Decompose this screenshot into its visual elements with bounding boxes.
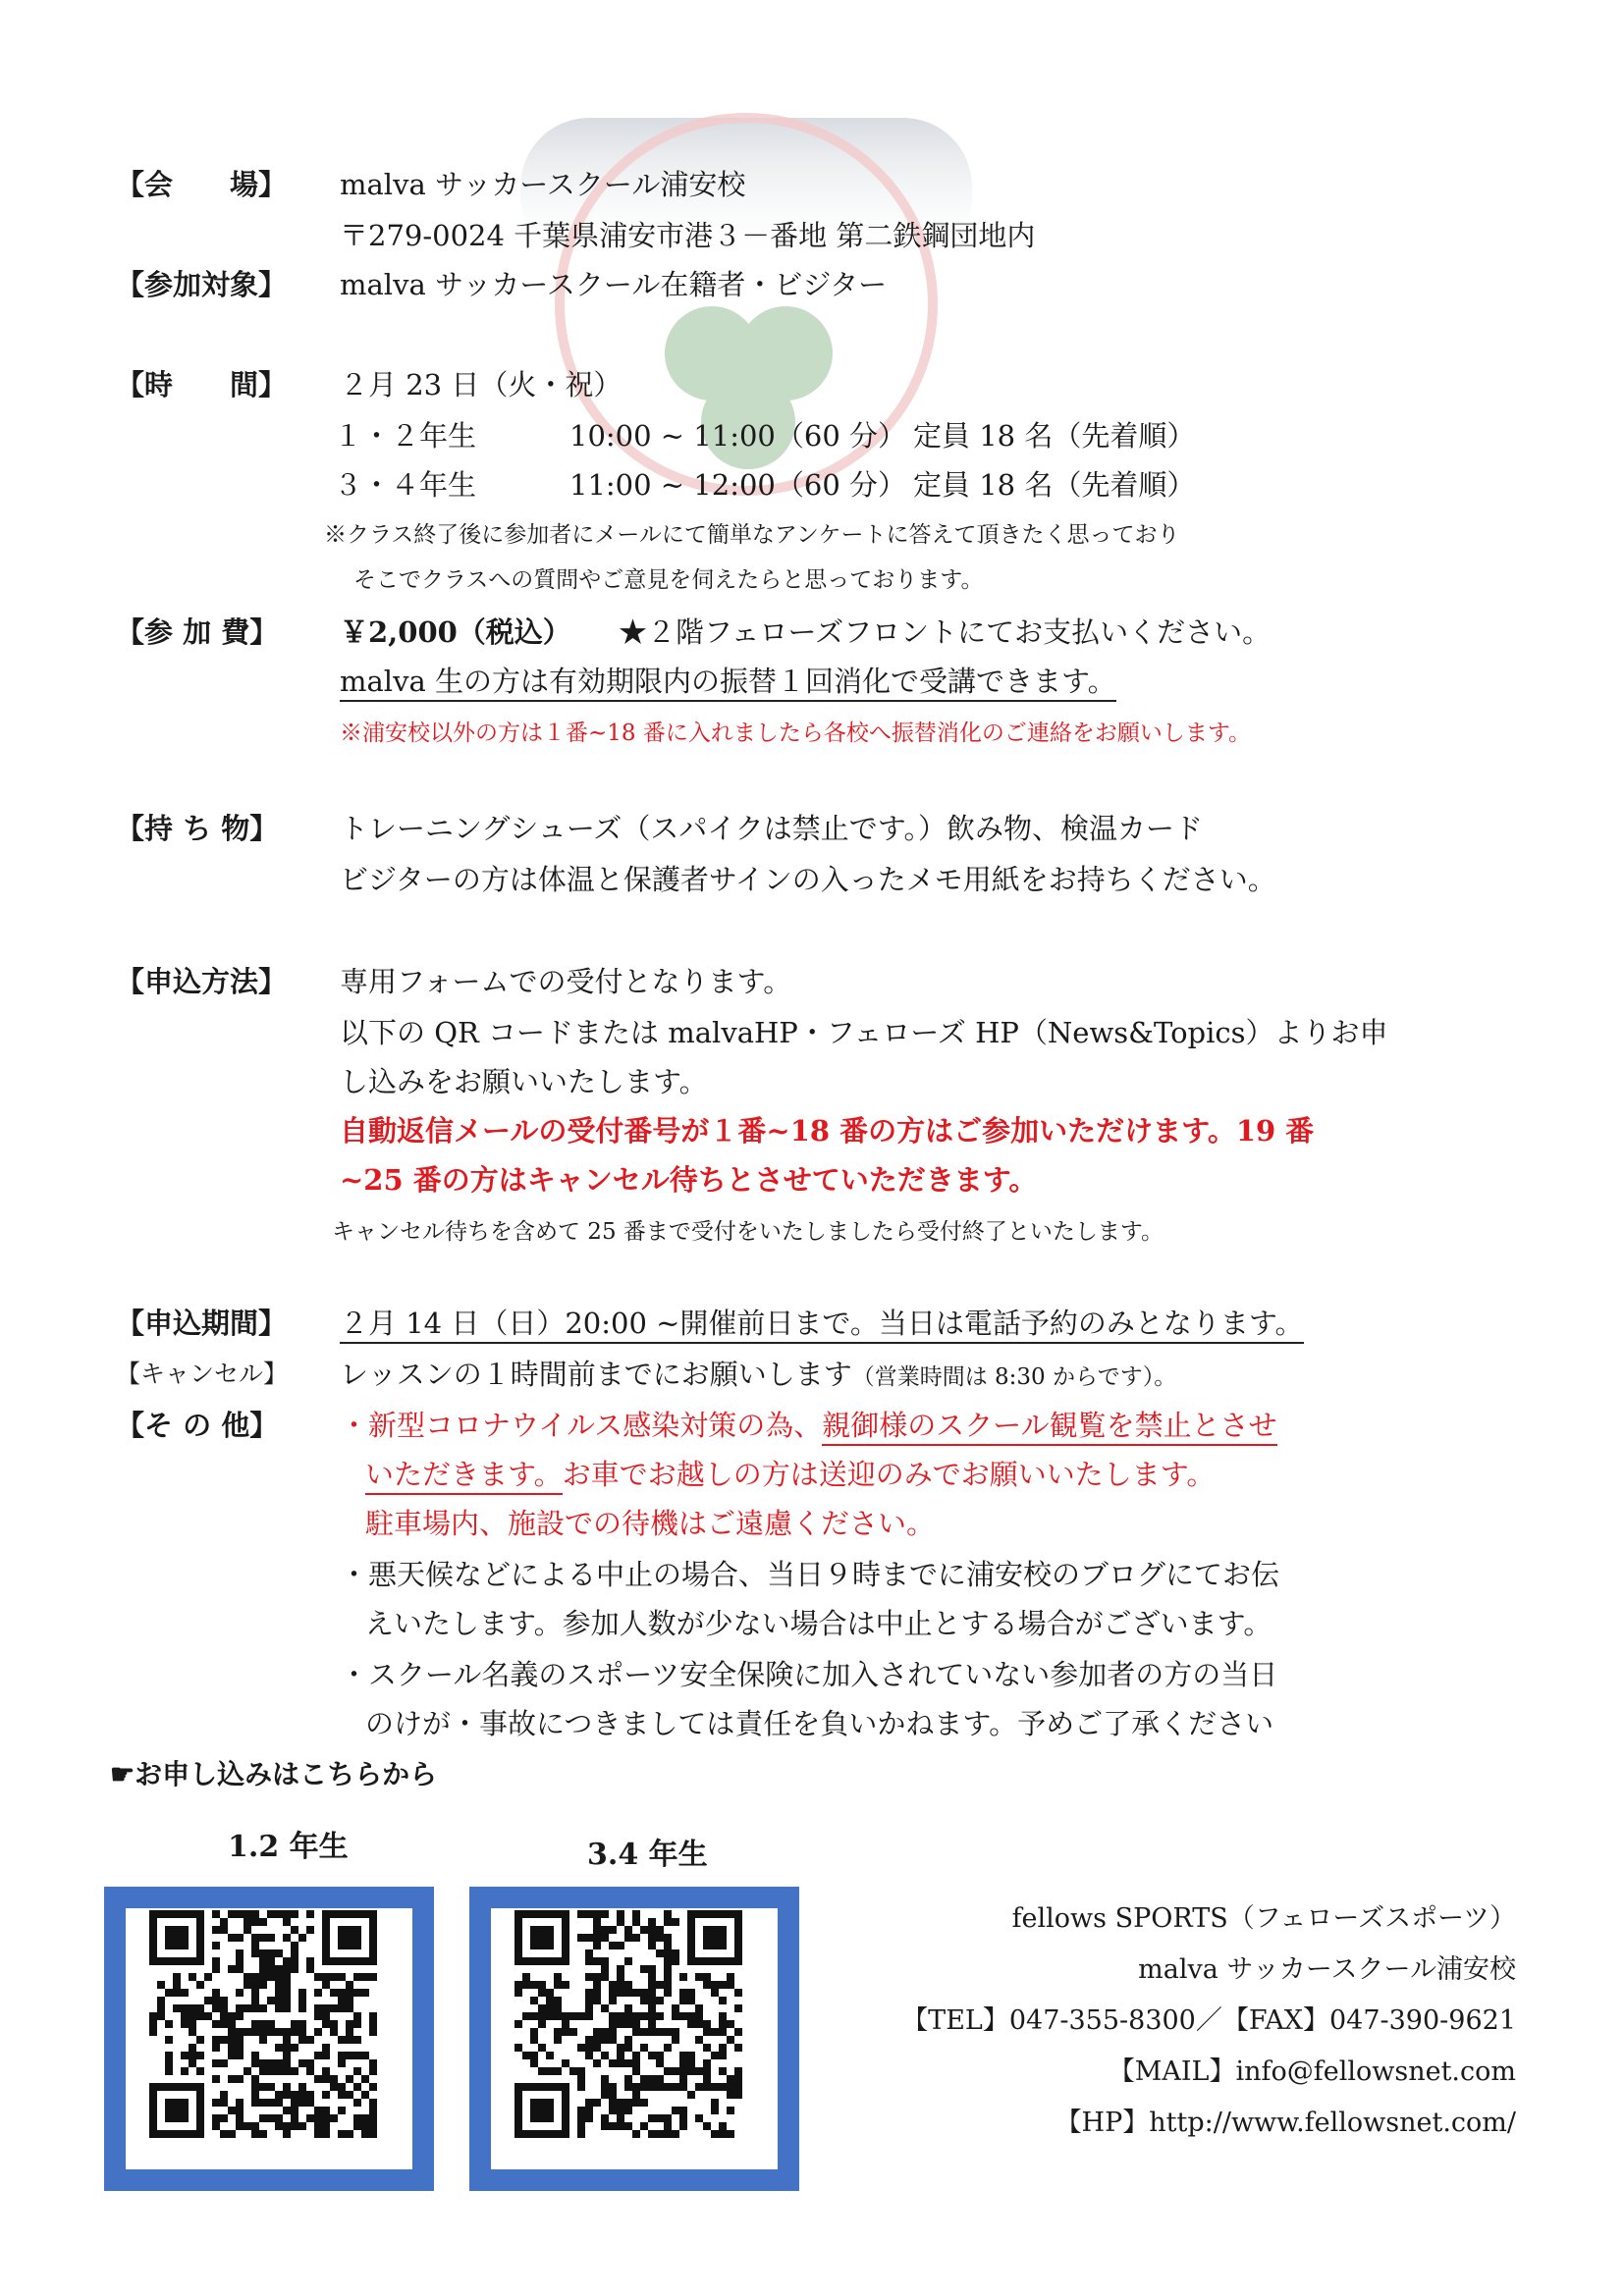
other-insurance-text-2: のけが・事故につきましては責任を負いかねます。予めご了承ください [365,1707,1274,1740]
contact-org: fellows SPORTS（フェローズスポーツ） [1011,1903,1516,1934]
time-label: 【時 間】 [116,368,288,401]
contact-homepage[interactable]: 【HP】http://www.fellowsnet.com/ [1055,2108,1516,2138]
apply-waitlist-note: キャンセル待ちを含めて 25 番まで受付をいたしましたら受付終了といたします。 [332,1219,1164,1245]
cancel-text: レッスンの１時間前までにお願いします [340,1358,852,1391]
target-label: 【参加対象】 [116,268,288,301]
contact-school: malva サッカースクール浦安校 [1138,1954,1516,1985]
period-text: ２月 14 日（日）20:00 ~開催前日まで。当日は電話予約のみとなります。 [340,1307,1304,1344]
apply-notice-red-2: ~25 番の方はキャンセル待ちとさせていただきます。 [340,1163,1038,1197]
schedule-time: 10:00 ~ 11:00（60 分） [569,419,907,453]
schedule-capacity: 定員 18 名（先着順） [913,468,1196,502]
other-insurance-text: ・スクール名義のスポーツ安全保険に加入されていない参加者の方の当日 [340,1658,1278,1691]
apply-qr-text: 以下の QR コードまたは malvaHP・フェローズ HP（News&Topics）よりお申 [340,1016,1388,1049]
schedule-row [334,414,1195,454]
other-covid-text: ・新型コロナウイルス感染対策の為、 [340,1409,823,1442]
cancel-line [340,1353,1176,1393]
other-weather-text-2: えいたします。参加人数が少ない場合は中止とする場合がございます。 [365,1607,1272,1640]
contact-mail[interactable]: 【MAIL】info@fellowsnet.com [1108,2056,1516,2087]
schedule-row [334,463,1195,504]
cancel-label: 【キャンセル】 [116,1360,289,1388]
venue-label: 【会 場】 [116,168,288,201]
fee-payment: ★２階フェローズフロントにてお支払いください。 [619,615,1272,649]
fee-other-school-note: ※浦安校以外の方は１番~18 番に入れましたら各校へ振替消化のご連絡をお願いします。 [340,721,1252,746]
items-label: 【持 ち 物】 [116,812,279,845]
qr-code-icon [137,1908,401,2169]
fee-label: 【参 加 費】 [116,615,279,649]
apply-label: 【申込方法】 [116,965,288,998]
items-visitor-note: ビジターの方は体温と保護者サインの入ったメモ用紙をお持ちください。 [340,863,1276,896]
contact-tel-fax: 【TEL】047-355-8300／【FAX】047-390-9621 [901,2005,1516,2036]
schedule-grade: １・２年生 [334,419,477,453]
schedule-time: 11:00 ~ 12:00（60 分） [569,468,907,502]
qr-code-grade-1-2[interactable] [104,1887,434,2191]
grade-1-2-label: 1.2 年生 [228,1830,349,1864]
survey-note-2: そこでクラスへの質問やご意見を伺えたらと思っております。 [353,567,984,593]
fee-malva-note: malva 生の方は有効期限内の振替１回消化で受講できます。 [340,665,1116,702]
schedule-grade: ３・４年生 [334,468,477,502]
other-weather-text: ・悪天候などによる中止の場合、当日９時までに浦安校のブログにてお伝 [340,1558,1280,1591]
qr-code-grade-3-4[interactable] [469,1887,799,2191]
items-text: トレーニングシューズ（スパイクは禁止です。）飲み物、検温カード [340,812,1203,845]
grade-3-4-label: 3.4 年生 [587,1838,708,1872]
other-covid-underlined: 親御様のスクール観覧を禁止とさせ [822,1409,1276,1446]
schedule-capacity: 定員 18 名（先着順） [913,419,1196,453]
apply-notice-red: 自動返信メールの受付番号が１番~18 番の方はご参加いただけます。19 番 [340,1114,1315,1148]
fee-price: ￥2,000（税込） [340,615,571,649]
apply-form-text: 専用フォームでの受付となります。 [340,965,792,998]
venue-address: 〒279-0024 千葉県浦安市港３－番地 第二鉄鋼団地内 [340,219,1036,252]
qr-code-icon [503,1908,766,2169]
period-line [340,1302,1304,1342]
target-text: malva サッカースクール在籍者・ビジター [340,268,888,301]
venue-name: malva サッカースクール浦安校 [340,168,746,201]
fee-malva-line [340,660,1116,700]
other-covid-line [340,1404,1277,1444]
signup-heading: ☛お申し込みはこちらから [110,1758,438,1790]
event-date: ２月 23 日（火・祝） [340,368,623,401]
other-parking-text: 駐車場内、施設での待機はご遠慮ください。 [365,1507,936,1540]
other-covid-line-2 [365,1453,1215,1493]
other-label: 【そ の 他】 [116,1409,279,1442]
survey-note: ※クラス終了後に参加者にメールにて簡単なアンケートに答えて頂きたく思っており [324,522,1180,548]
cancel-hours: （営業時間は 8:30 からです）。 [851,1364,1177,1390]
apply-qr-text-2: し込みをお願いいたします。 [340,1065,708,1098]
period-label: 【申込期間】 [116,1307,288,1340]
other-covid-underlined-2: いただきます。 [365,1458,563,1495]
other-car-text: お車でお越しの方は送迎のみでお願いいたします。 [562,1458,1216,1491]
